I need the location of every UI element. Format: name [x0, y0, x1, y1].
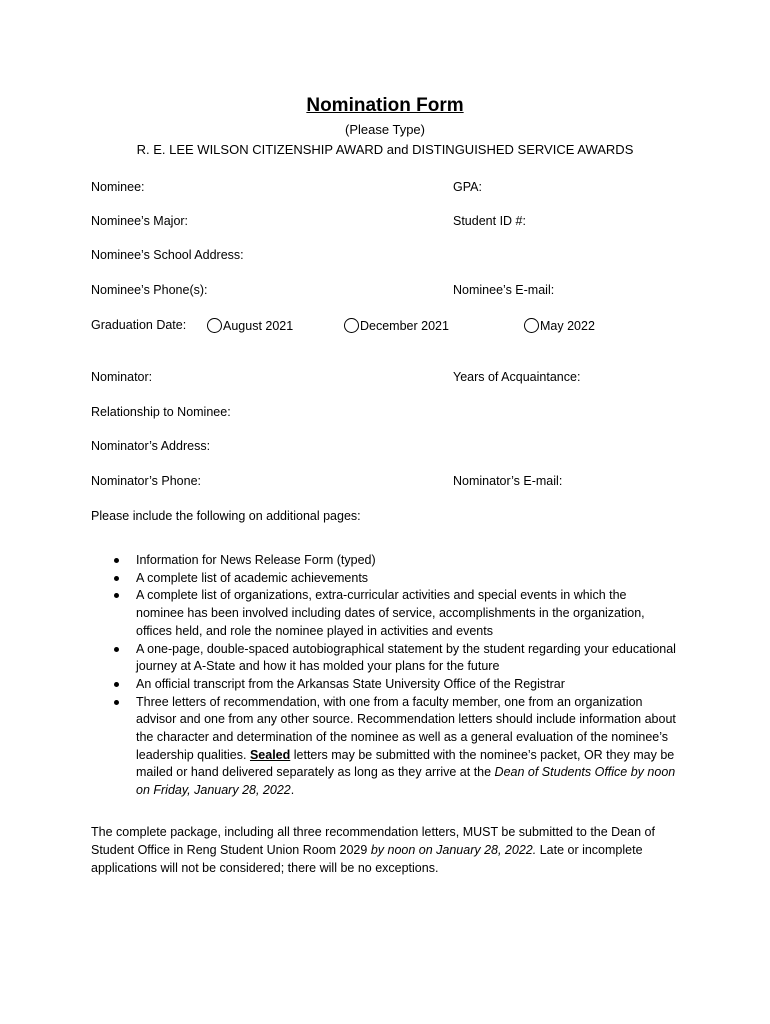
list-item: A complete list of organizations, extra-curricular activities and special events in which the nominee has been involved including dates of service, accomplishments in the organization, offices held, and role the nominee played in activities and events: [112, 587, 677, 640]
list-item: Information for News Release Form (typed): [112, 552, 677, 570]
recommendation-text-continued: letters may be submitted with the nominee’s packet, OR they may be mailed or hand delivered separately as long as they arrive at the: [136, 747, 675, 780]
email-label: Nominee’s E-mail:: [453, 283, 555, 297]
submission-text-end: Late or incomplete applications will not be considered; there will be no exceptions.: [91, 843, 643, 875]
phone-label: Nominee’s Phone(s):: [91, 283, 208, 297]
relationship-label: Relationship to Nominee:: [91, 405, 231, 419]
nominator-label: Nominator:: [91, 370, 153, 384]
radio-button[interactable]: [207, 318, 222, 333]
nominator-email-label: Nominator’s E-mail:: [453, 474, 563, 488]
graduation-option-label: May 2022: [540, 318, 595, 333]
please-type-note: (Please Type): [345, 122, 425, 137]
graduation-date-label: Graduation Date:: [91, 318, 187, 332]
school-address-label: Nominee’s School Address:: [91, 248, 244, 262]
list-item-recommendations: [112, 694, 677, 800]
recommendation-end: .: [290, 783, 295, 798]
recommendation-text: Three letters of recommendation, with one from a faculty member, one from an organization advisor and one from any other source. Recommendation letters should include information about the character and determination of the nominee as well as a general evaluation of the nominee’s leadership qualities.: [136, 694, 676, 762]
submission-deadline: by noon on January 28, 2022.: [370, 843, 537, 857]
page-title: Nomination Form: [306, 95, 464, 116]
list-item: A one-page, double-spaced autobiographical statement by the student regarding your educational journey at A-State and how it has molded your plans for the future: [112, 641, 677, 676]
submission-note: [91, 823, 681, 877]
radio-button[interactable]: [524, 318, 539, 333]
nominee-label: Nominee:: [91, 180, 145, 194]
sealed-emphasis: Sealed: [249, 747, 291, 762]
gpa-label: GPA:: [453, 180, 482, 194]
graduation-option-december[interactable]: [344, 318, 449, 333]
instructions-intro: Please include the following on additional pages:: [91, 509, 361, 523]
nominator-phone-label: Nominator’s Phone:: [91, 474, 202, 488]
major-label: Nominee’s Major:: [91, 214, 189, 228]
requirements-list: [112, 552, 677, 800]
student-id-label: Student ID #:: [453, 214, 526, 228]
submission-text: The complete package, including all three recommendation letters, MUST be submitted to the Dean of Student Office in Reng Student Union Room 2029: [91, 825, 655, 857]
deadline-emphasis: Dean of Students Office by noon on Friday, January 28, 2022: [136, 765, 676, 798]
nominator-address-label: Nominator’s Address:: [91, 439, 211, 453]
list-item: A complete list of academic achievements: [112, 570, 677, 588]
awards-heading: R. E. LEE WILSON CITIZENSHIP AWARD and DISTINGUISHED SERVICE AWARDS: [136, 142, 634, 157]
list-item: An official transcript from the Arkansas State University Office of the Registrar: [112, 676, 677, 694]
graduation-option-august[interactable]: [207, 318, 293, 333]
graduation-option-label: December 2021: [360, 318, 449, 333]
graduation-option-may[interactable]: [524, 318, 595, 333]
years-acquaintance-label: Years of Acquaintance:: [453, 370, 581, 384]
graduation-option-label: August 2021: [223, 318, 294, 333]
radio-button[interactable]: [344, 318, 359, 333]
